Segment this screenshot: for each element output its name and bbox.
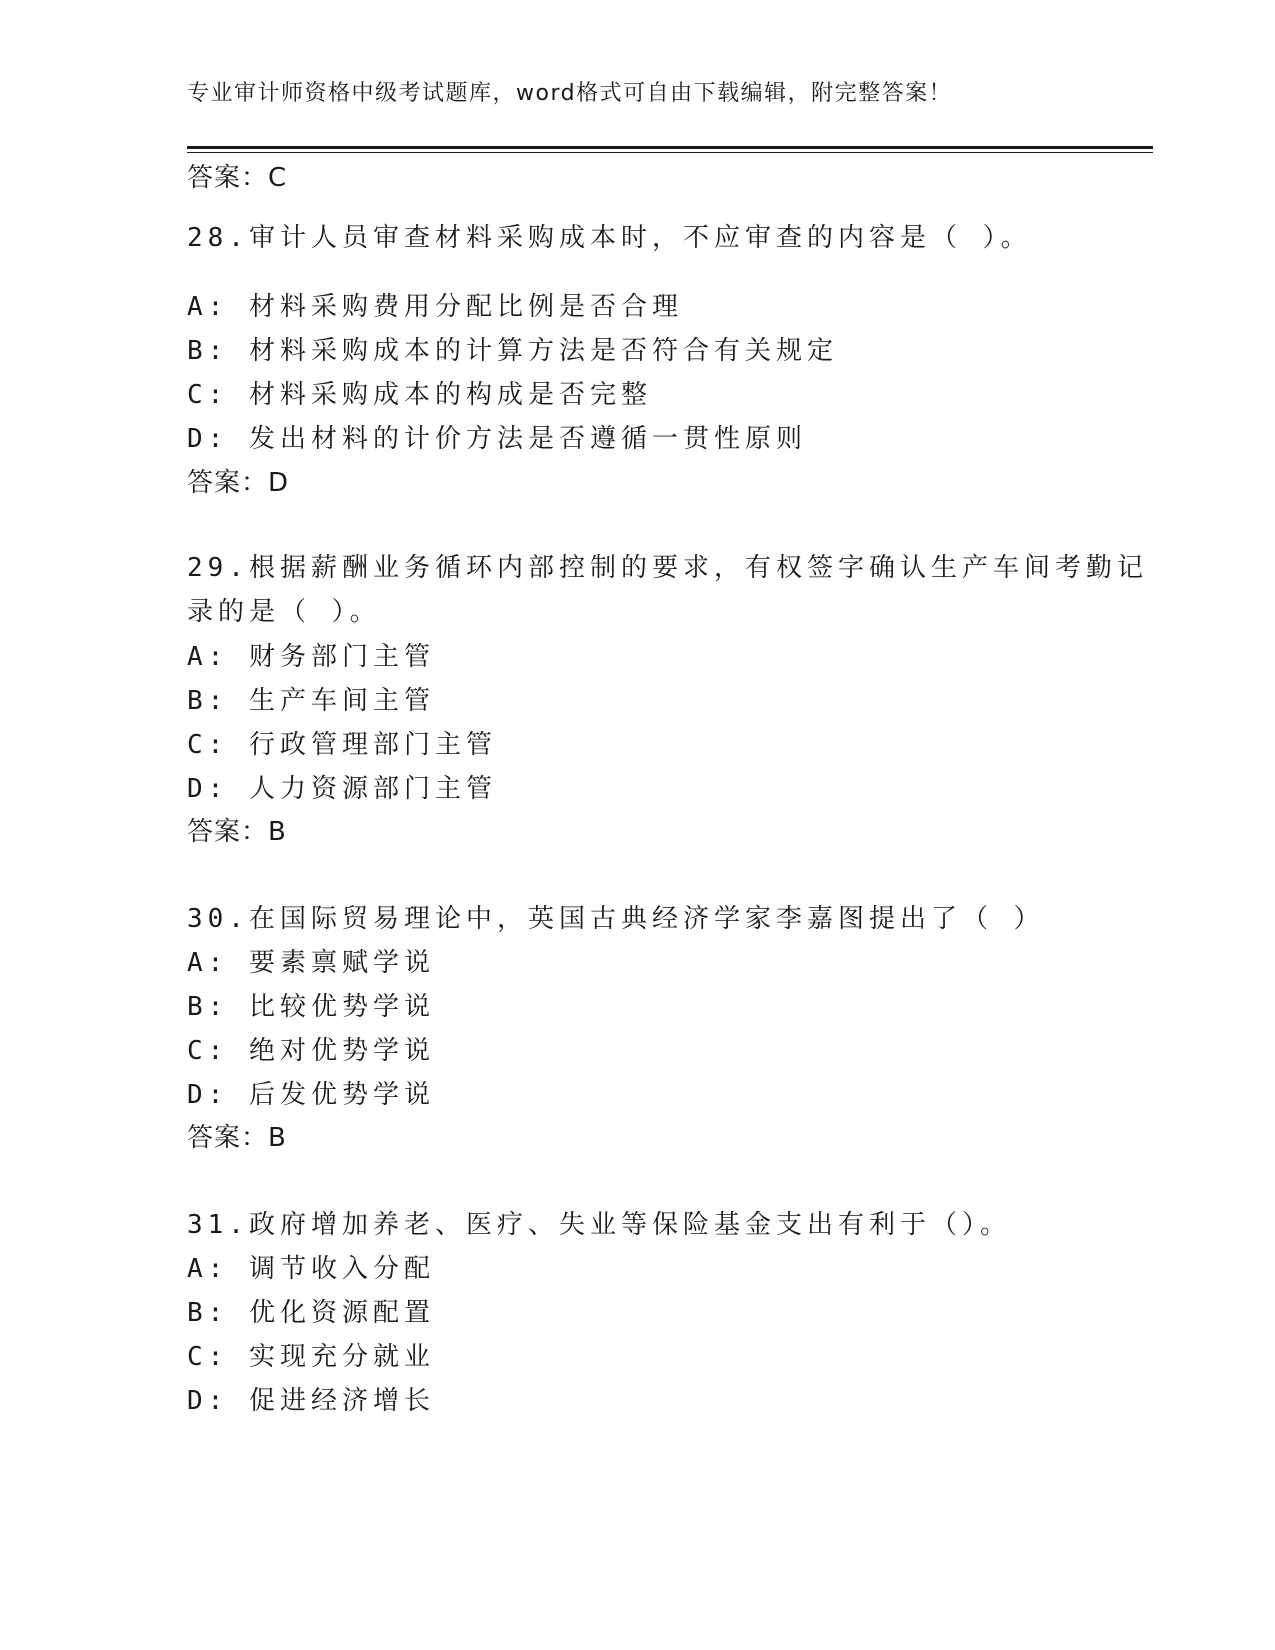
q31-option-d: D: 促进经济增长 xyxy=(187,1386,435,1416)
q28-option-a: A: 材料采购费用分配比例是否合理 xyxy=(187,292,683,322)
q29-answer: 答案：B xyxy=(187,817,287,847)
q30-option-b: B: 比较优势学说 xyxy=(187,992,435,1022)
q29-option-b: B: 生产车间主管 xyxy=(187,686,435,716)
q30-option-a: A: 要素禀赋学说 xyxy=(187,948,435,978)
q28-option-b: B: 材料采购成本的计算方法是否符合有关规定 xyxy=(187,336,838,366)
prev-answer: 答案：C xyxy=(187,163,288,193)
q31-option-b: B: 优化资源配置 xyxy=(187,1298,435,1328)
q29-option-a: A: 财务部门主管 xyxy=(187,642,435,672)
q30-option-d: D: 后发优势学说 xyxy=(187,1080,435,1110)
q29-option-d: D: 人力资源部门主管 xyxy=(187,774,497,804)
q30-stem: 30.在国际贸易理论中，英国古典经济学家李嘉图提出了（ ） xyxy=(187,904,1045,934)
q30-option-c: C: 绝对优势学说 xyxy=(187,1036,435,1066)
q31-option-c: C: 实现充分就业 xyxy=(187,1342,435,1372)
q29-option-c: C: 行政管理部门主管 xyxy=(187,730,497,760)
page-header: 专业审计师资格中级考试题库，word格式可自由下载编辑，附完整答案！ xyxy=(187,81,953,106)
q28-stem: 28.审计人员审查材料采购成本时，不应审查的内容是（ ）。 xyxy=(187,223,1032,253)
q29-stem-line1: 29.根据薪酬业务循环内部控制的要求，有权签字确认生产车间考勤记 xyxy=(187,553,1148,583)
q30-answer: 答案：B xyxy=(187,1123,287,1153)
q31-stem: 31.政府增加养老、医疗、失业等保险基金支出有利于（）。 xyxy=(187,1210,1011,1240)
q28-option-c: C: 材料采购成本的构成是否完整 xyxy=(187,380,652,410)
q28-answer: 答案：D xyxy=(187,468,290,498)
q31-option-a: A: 调节收入分配 xyxy=(187,1254,435,1284)
header-divider-thin xyxy=(187,152,1153,153)
q29-stem-line2: 录的是（ ）。 xyxy=(187,597,381,627)
header-divider-thick xyxy=(187,146,1153,149)
q28-option-d: D: 发出材料的计价方法是否遵循一贯性原则 xyxy=(187,424,807,454)
